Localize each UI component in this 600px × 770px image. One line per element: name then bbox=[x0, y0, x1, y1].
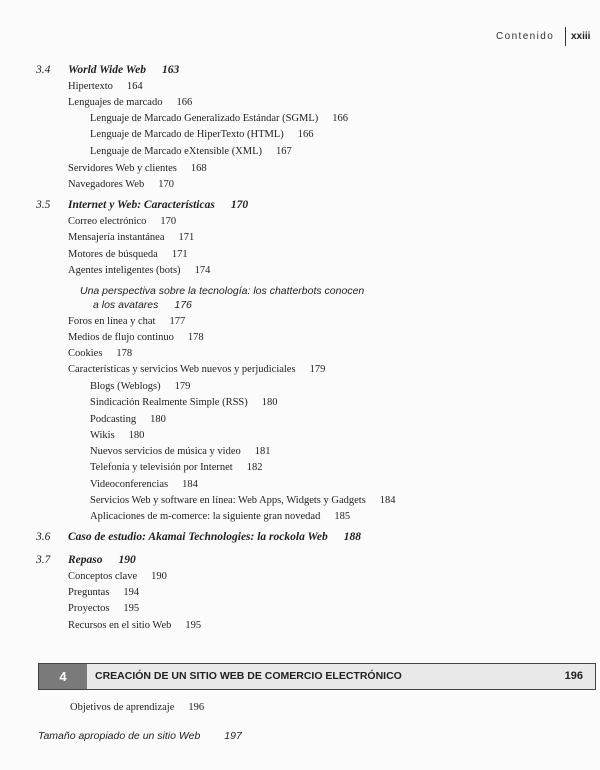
header-divider bbox=[565, 27, 566, 46]
section-title: Repaso bbox=[68, 554, 103, 566]
page-ref: 179 bbox=[309, 364, 326, 375]
page-ref: 171 bbox=[178, 232, 195, 243]
section-number: 3.7 bbox=[36, 554, 51, 566]
entry-text: Sindicación Realmente Simple (RSS) bbox=[90, 397, 248, 408]
toc-entry-tamano bbox=[38, 730, 242, 742]
toc-entry-preguntas bbox=[68, 587, 139, 599]
chapter-4-heading-bar bbox=[38, 663, 596, 690]
page-ref: 184 bbox=[379, 495, 396, 506]
entry-text: Foros en línea y chat bbox=[68, 316, 156, 327]
page-ref: 184 bbox=[182, 479, 198, 490]
toc-entry-caracteristicas bbox=[68, 364, 325, 376]
toc-entry-html bbox=[90, 129, 313, 141]
page-ref: 171 bbox=[171, 249, 188, 260]
section-number: 3.5 bbox=[36, 199, 51, 211]
entry-text: Navegadores Web bbox=[68, 179, 145, 190]
entry-text: Preguntas bbox=[68, 587, 110, 598]
section-heading-3-6 bbox=[36, 531, 361, 543]
page-ref: 166 bbox=[297, 129, 314, 140]
page-ref: 178 bbox=[116, 348, 133, 359]
entry-text: Hipertexto bbox=[68, 81, 113, 92]
toc-entry-agentes bbox=[68, 265, 210, 277]
entry-text: Lenguaje de Marcado eXtensible (XML) bbox=[90, 146, 263, 157]
toc-entry-servidores bbox=[68, 163, 207, 175]
page-ref: 176 bbox=[174, 299, 192, 311]
entry-text: Lenguaje de Marcado de HiperTexto (HTML) bbox=[90, 129, 284, 140]
section-title: Caso de estudio: Akamai Technologies: la rockola Web bbox=[68, 531, 328, 543]
entry-text: Blogs (Weblogs) bbox=[90, 381, 161, 392]
toc-entry-sgml bbox=[90, 113, 348, 125]
entry-text: Telefonía y televisión por Internet bbox=[90, 462, 233, 473]
page-ref: 190 bbox=[118, 554, 136, 566]
page-ref: 179 bbox=[174, 381, 191, 392]
section-heading-3-5 bbox=[36, 199, 248, 211]
entry-text: Aplicaciones de m-comerce: la siguiente gran novedad bbox=[90, 511, 321, 522]
page-ref: 170 bbox=[230, 199, 249, 211]
page-ref: 167 bbox=[276, 146, 292, 157]
section-heading-3-7 bbox=[36, 554, 136, 566]
toc-entry-musica bbox=[90, 446, 271, 458]
chapter-page-ref: 196 bbox=[564, 670, 583, 682]
entry-text: Servidores Web y clientes bbox=[68, 163, 177, 174]
toc-entry-medios bbox=[68, 332, 204, 344]
page-ref: 166 bbox=[176, 97, 193, 108]
entry-text: Videoconferencias bbox=[90, 479, 169, 490]
page-ref: 178 bbox=[187, 332, 204, 343]
page-ref: 177 bbox=[169, 316, 186, 327]
toc-entry-wikis bbox=[90, 430, 144, 442]
perspective-box-line-2 bbox=[93, 299, 192, 311]
chapter-title: CREACIÓN DE UN SITIO WEB DE COMERCIO ELECTRÓNICO bbox=[95, 670, 402, 682]
entry-text: Motores de búsqueda bbox=[68, 249, 158, 260]
page-ref: 170 bbox=[158, 179, 174, 190]
page-ref: 163 bbox=[161, 64, 180, 76]
entry-text: Podcasting bbox=[90, 414, 137, 425]
page-ref: 180 bbox=[261, 397, 278, 408]
entry-text: Características y servicios Web nuevos y perjudiciales bbox=[68, 364, 296, 375]
toc-entry-videoconferencias bbox=[90, 479, 198, 491]
toc-entry-foros bbox=[68, 316, 185, 328]
page-ref: 170 bbox=[160, 216, 177, 227]
page-ref: 197 bbox=[224, 730, 242, 742]
entry-text: Tamaño apropiado de un sitio Web bbox=[38, 730, 201, 742]
entry-text: a los avatares bbox=[93, 299, 159, 311]
toc-entry-hipertexto bbox=[68, 81, 143, 93]
toc-entry-conceptos bbox=[68, 571, 167, 583]
entry-text: Objetivos de aprendizaje bbox=[70, 702, 175, 713]
chapter-number: 4 bbox=[39, 664, 87, 689]
entry-text: Medios de flujo continuo bbox=[68, 332, 174, 343]
roman-page-number: xxiii bbox=[571, 31, 591, 42]
entry-text: Wikis bbox=[90, 430, 115, 441]
entry-text: Proyectos bbox=[68, 603, 110, 614]
entry-text: Recursos en el sitio Web bbox=[68, 620, 172, 631]
page-ref: 180 bbox=[128, 430, 145, 441]
entry-text: Conceptos clave bbox=[68, 571, 138, 582]
page-ref: 168 bbox=[190, 163, 207, 174]
toc-entry-cookies bbox=[68, 348, 132, 360]
toc-entry-blogs bbox=[90, 381, 190, 393]
toc-entry-servicios-web bbox=[90, 495, 396, 507]
page-ref: 182 bbox=[246, 462, 263, 473]
section-number: 3.6 bbox=[36, 531, 51, 543]
section-number: 3.4 bbox=[36, 64, 51, 76]
toc-entry-mensajeria bbox=[68, 232, 194, 244]
page-ref: 190 bbox=[151, 571, 167, 582]
toc-entry-motores bbox=[68, 249, 188, 261]
toc-entry-telefonia bbox=[90, 462, 262, 474]
page-ref: 195 bbox=[123, 603, 140, 614]
entry-text: Correo electrónico bbox=[68, 216, 147, 227]
toc-entry-proyectos bbox=[68, 603, 139, 615]
section-heading-3-4 bbox=[36, 64, 179, 76]
page-ref: 166 bbox=[332, 113, 349, 124]
entry-text: Mensajería instantánea bbox=[68, 232, 165, 243]
entry-text: Cookies bbox=[68, 348, 103, 359]
toc-entry-rss bbox=[90, 397, 278, 409]
running-header-title: Contenido bbox=[496, 31, 555, 42]
toc-entry-recursos bbox=[68, 620, 201, 632]
toc-entry-xml bbox=[90, 146, 292, 158]
page-ref: 180 bbox=[150, 414, 166, 425]
page-ref: 181 bbox=[254, 446, 271, 457]
section-title: Internet y Web: Características bbox=[68, 199, 215, 211]
page-ref: 185 bbox=[334, 511, 351, 522]
entry-text: Lenguaje de Marcado Generalizado Estándar (SGML) bbox=[90, 113, 319, 124]
toc-entry-correo bbox=[68, 216, 176, 228]
entry-text: Servicios Web y software en línea: Web Apps, Widgets y Gadgets bbox=[90, 495, 366, 506]
toc-entry-m-comerce bbox=[90, 511, 350, 523]
page-ref: 194 bbox=[123, 587, 140, 598]
entry-text: Lenguajes de marcado bbox=[68, 97, 163, 108]
perspective-box-line-1: Una perspectiva sobre la tecnología: los chatterbots conocen bbox=[80, 285, 365, 297]
page-ref: 196 bbox=[188, 702, 205, 713]
toc-entry-navegadores bbox=[68, 179, 174, 191]
page-ref: 164 bbox=[126, 81, 143, 92]
page-ref: 195 bbox=[185, 620, 202, 631]
entry-text: Nuevos servicios de música y video bbox=[90, 446, 241, 457]
toc-entry-objetivos bbox=[70, 702, 204, 714]
page-ref: 188 bbox=[343, 531, 361, 543]
section-title: World Wide Web bbox=[68, 64, 146, 76]
toc-entry-lenguajes bbox=[68, 97, 192, 109]
entry-text: Agentes inteligentes (bots) bbox=[68, 265, 181, 276]
page-ref: 174 bbox=[194, 265, 211, 276]
toc-entry-podcasting bbox=[90, 414, 166, 426]
